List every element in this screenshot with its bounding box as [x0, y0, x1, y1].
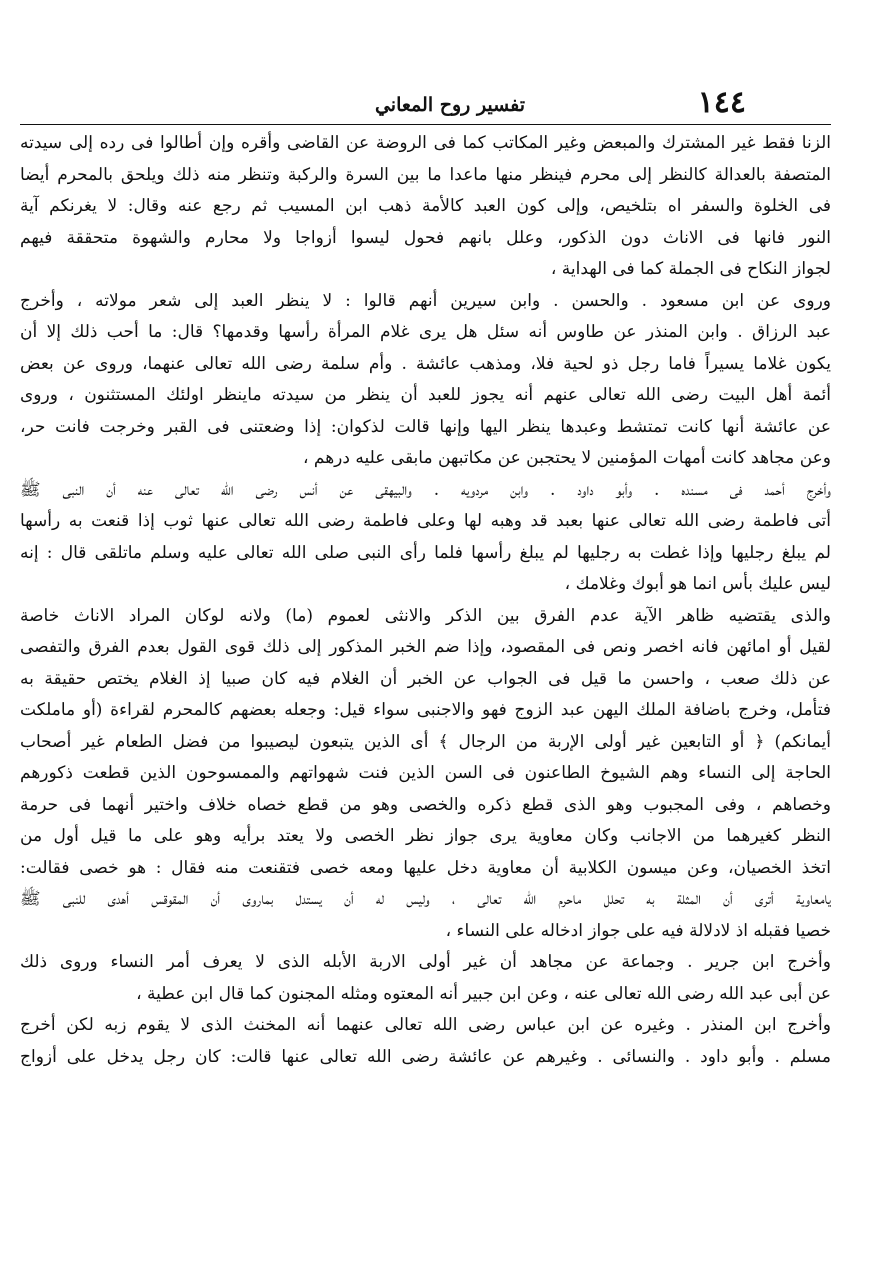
text-line: وأخرج ابن المنذر . وغيره عن ابن عباس رضى الله تعالى عنهما أنه المخنث الذى لا يقوم زبه لكن أخرج [20, 1015, 831, 1035]
text-line: لقيل أو امائهن فانه اخصر ونص فى المقصود، وإذا ضم الخبر المذكور إلى ذلك قوى القول بعدم الفرق والتفصى [20, 637, 831, 657]
text-line: لجواز النكاح فى الجملة كما فى الهداية ، [550, 259, 831, 279]
text-line: وخصاهم ، وفى المجبوب وهو الذى قطع ذكره والخصى وهو من قطع خصاه خلاف واختير أنهما فى حرمة [20, 794, 831, 815]
text-line: النظر كغيرهما من الاجانب وكان معاوية يرى جواز نظر الخصى ولا يعتد برأيه وهو على ما قيل أول من [20, 826, 831, 846]
text-line: مسلم . وأبو داود . والنسائى . وغيرهم عن عائشة رضى الله تعالى عنها قالت: كان رجل يدخل على أزواج [20, 1046, 831, 1067]
page-header [40, 85, 846, 125]
text-line: وروى عن ابن مسعود . والحسن . وابن سيرين أنهم قالوا : لا ينظر العبد إلى شعر مولاته ، وأخرج [20, 290, 831, 311]
header-rule [20, 124, 831, 125]
text-line: وأخرج ابن جرير . وجماعة عن مجاهد أن غير أولى الاربة الأبله الذى لا يعرف أمر النساء وروى ذلك [20, 952, 831, 972]
text-line: يكون غلاما يسيراً فاما رجل ذو لحية فلا، ومذهب عائشة . وأم سلمة رضى الله تعالى عنهما، وروى عن بعض [20, 353, 831, 374]
text-line: عن أبى عبد الله رضى الله تعالى عنه ، وعن ابن جبير أنه المعتوه ومثله المجنون كما قال ابن عطية ، [136, 983, 831, 1004]
text-line: يامعاوية أترى أن المثلة به تحلل ماحرم الله تعالى ، وليس له أن يستدل بماروى أن المقوقس أهدى للنبى ﷺ [20, 889, 831, 909]
text-line: وأخرج أحمد فى مسنده . وأبو داود . وابن مردويه . والبيهقى عن أنس رضى الله تعالى عنه أن النبى ﷺ [20, 479, 831, 500]
text-line: أتى فاطمة رضى الله تعالى عنها بعبد قد وهبه لها وعلى فاطمة رضى الله تعالى عنها ثوب إذا قنعت به رأسها [20, 511, 831, 531]
page-number: ١٤٤ [697, 85, 746, 120]
body-text [20, 128, 831, 1073]
text-line: اتخذ الخصيان، وعن ميسون الكلابية أن معاوية دخل عليها ومعه خصى فتقنعت منه فقال : هو خصى فقالت: [20, 857, 831, 878]
text-line: أيمانكم) ﴿ أو التابعين غير أولى الإربة من الرجال ﴾ أى الذين يتبعون ليصيبوا من فضل الطعام غير أصحاب [20, 731, 831, 752]
text-line: فى الخلوة والسفر اه بتلخيص، وإلى كون العبد كالأمة ذهب ابن المسيب ثم رجع عنه وقال: لا يغرنكم آية [20, 196, 831, 216]
text-line: لم يبلغ رجليها وإذا غطت به رجليها لم يبلغ رأسها فلما رأى النبى صلى الله تعالى عليه وسلم ماتلقى قال : إنه [20, 542, 831, 563]
running-title: تفسير روح المعاني [374, 94, 526, 116]
text-line: والذى يقتضيه ظاهر الآية عدم الفرق بين الذكر والانثى لعموم (ما) ولانه لوكان المراد الاناث خاصة [20, 605, 831, 626]
text-line: الحاجة إلى النساء وهم الشيوخ الطاعنون فى السن الذين فنت شهواتهم والممسوحون الذين قطعت ذكورهم [20, 763, 831, 783]
text-line: الزنا فقط غير المشترك والمبعض وغير المكاتب كما فى الروضة عن القاضى وأقره وإن أطالوا فى رده إلى سيدته [20, 133, 831, 153]
text-line: أئمة أهل البيت رضى الله تعالى عنهم أنه يجوز للعبد أن ينظر من سيدته ماينظر اولئك المستثنون ، وروى [20, 385, 831, 405]
text-line: عبد الرزاق . وابن المنذر عن طاوس أنه سئل هل يرى غلام المرأة رأسها وقدمها؟ قال: ما أحب ذلك إلا أن [20, 322, 831, 342]
text-line: النور فانها فى الاناث دون الذكور، وعلل بانهم فحول ليسوا أزواجا ولا محارم والشهوة متحققة فيهم [20, 227, 831, 248]
text-line: عن عائشة أنها كانت تمتشط وعبدها ينظر اليها وإنها قالت لذكوان: إذا وضعتنى فى القبر وخرجت فانت حر، [20, 416, 831, 437]
text-line: وعن مجاهد كانت أمهات المؤمنين لا يحتجبن عن مكاتبهن مابقى عليه درهم ، [303, 448, 831, 468]
text-line: عن ذلك صعب ، واحسن ما قيل فى الجواب عن الخبر أن الغلام فيه كان صبيا إذ الغلام يختص حقيقة به [20, 668, 831, 689]
text-line: ليس عليك بأس انما هو أبوك وغلامك ، [564, 574, 831, 594]
text-line: فتأمل، وخرج باضافة الملك اليهن عبد الزوج فهو والاجنبى سواء قيل: وجعله بعضهم كالمحرم لقراءة (أو ماملكت [20, 700, 831, 720]
text-line: المتصفة بالعدالة كالنظر إلى محرم فينظر منها ماعدا ما بين السرة والركبة وتنظر منه ذلك ويلحق بالمحرم أيضا [20, 164, 831, 185]
text-line: خصيا فقبله اذ لادلالة فيه على جواز ادخاله على النساء ، [445, 920, 831, 941]
